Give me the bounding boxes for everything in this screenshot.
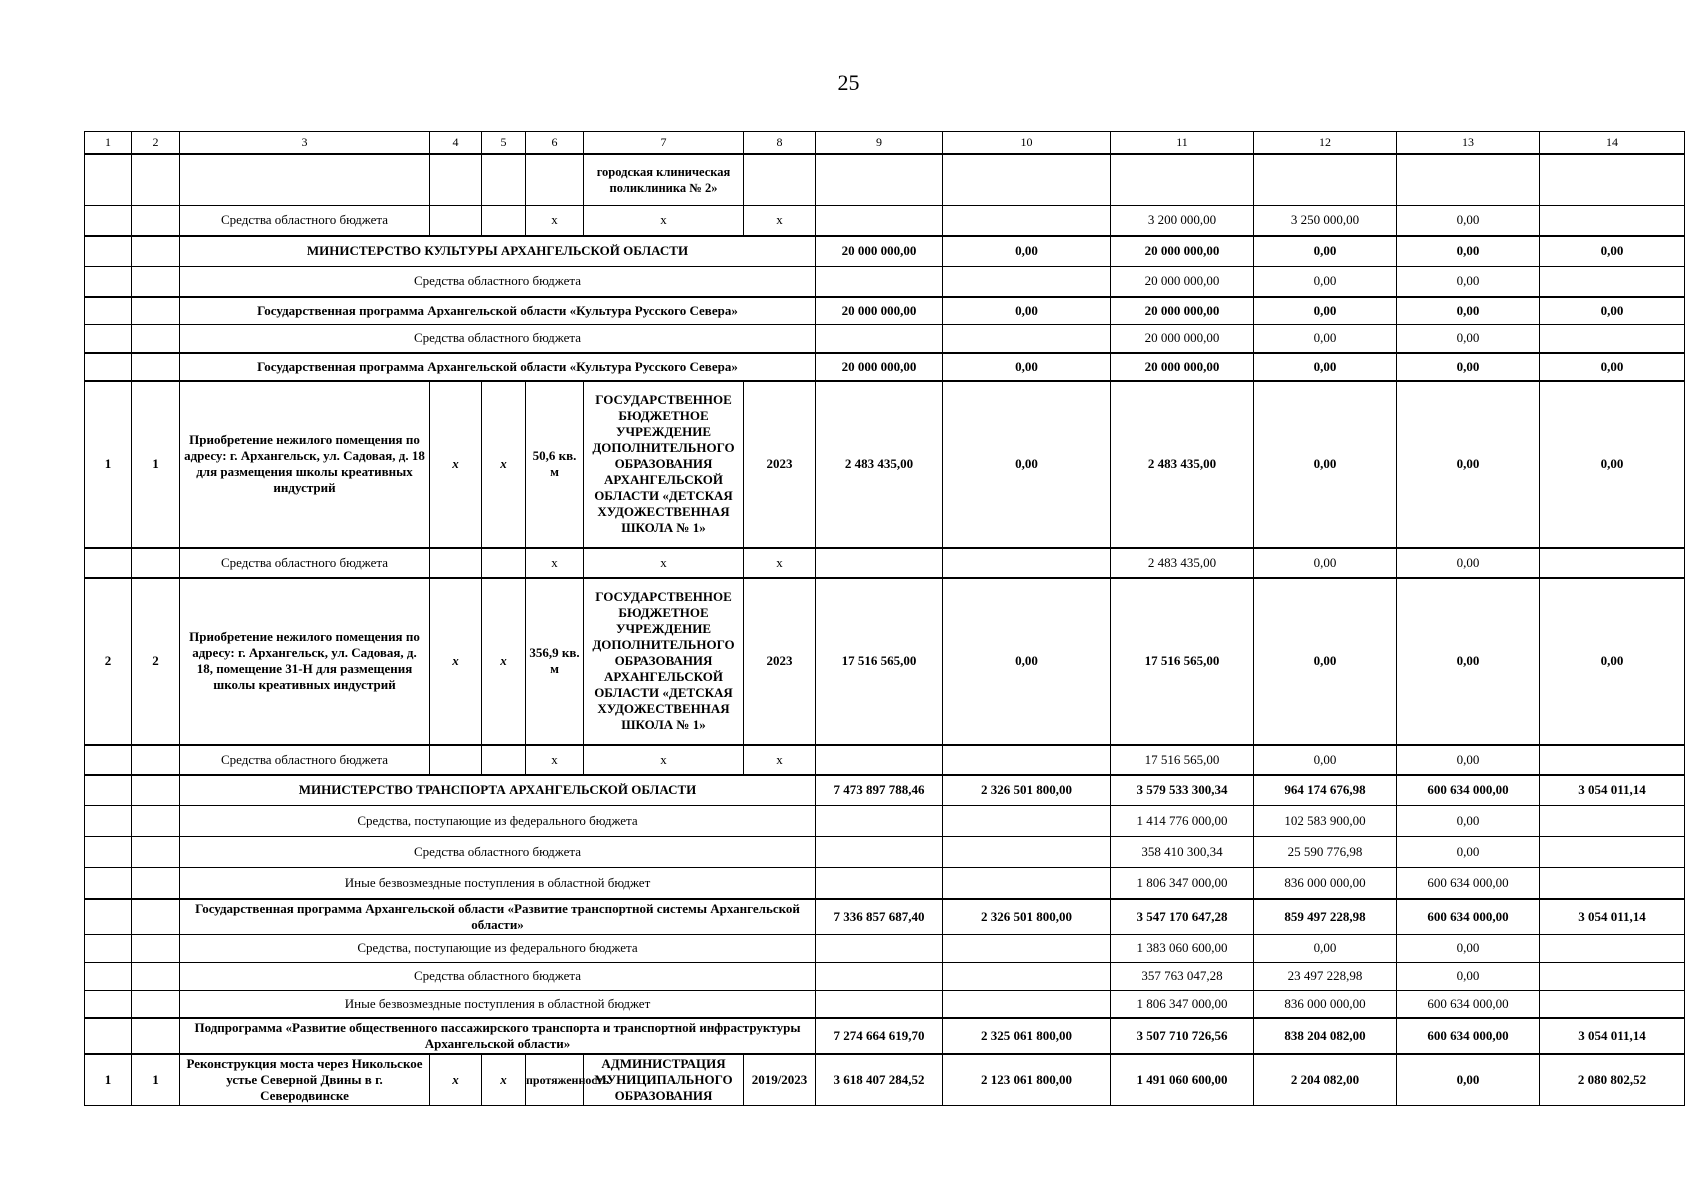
cell: 2 080 802,52 [1540, 1054, 1685, 1106]
cell: 23 497 228,98 [1254, 962, 1397, 990]
cell: 0,00 [1397, 962, 1540, 990]
cell: 0,00 [1397, 236, 1540, 267]
table-row [85, 806, 1685, 837]
cell: 600 634 000,00 [1397, 1018, 1540, 1054]
row-number: 2 [85, 578, 132, 745]
cell: 0,00 [943, 236, 1111, 267]
cell: 3 507 710 726,56 [1111, 1018, 1254, 1054]
cell: 0,00 [1540, 353, 1685, 381]
table-row [85, 745, 1685, 775]
table-row [85, 325, 1685, 353]
cell: 25 590 776,98 [1254, 837, 1397, 868]
cell: 1 806 347 000,00 [1111, 868, 1254, 899]
object-name: Приобретение нежилого помещения по адресу: г. Архангельск, ул. Садовая, д. 18, помещение 31-Н для размещения школы креативных индустрий [180, 578, 430, 745]
cell: x [744, 548, 816, 578]
object-name: Реконструкция моста через Никольское устье Северной Двины в г. Северодвинске [180, 1054, 430, 1106]
cell: 0,00 [1397, 548, 1540, 578]
organization-cell: городская клиническая поликлиника № 2» [584, 154, 744, 206]
program-title: Государственная программа Архангельской области «Развитие транспортной системы Архангельской области» [180, 899, 816, 935]
table-row [85, 353, 1685, 381]
column-number: 8 [744, 132, 816, 154]
cell: 0,00 [1540, 578, 1685, 745]
column-number: 13 [1397, 132, 1540, 154]
funding-source-label: Средства областного бюджета [180, 745, 430, 775]
cell: 20 000 000,00 [816, 353, 943, 381]
cell: 20 000 000,00 [1111, 325, 1254, 353]
budget-table [84, 131, 1685, 1106]
cell: 358 410 300,34 [1111, 837, 1254, 868]
table-row [85, 236, 1685, 267]
cell: 0,00 [943, 578, 1111, 745]
cell: 0,00 [1397, 1054, 1540, 1106]
table-row [85, 899, 1685, 935]
cell: 0,00 [1254, 578, 1397, 745]
cell: x [584, 206, 744, 236]
cell: 20 000 000,00 [816, 236, 943, 267]
cell: 2 325 061 800,00 [943, 1018, 1111, 1054]
column-number: 11 [1111, 132, 1254, 154]
cell: 2 483 435,00 [1111, 548, 1254, 578]
section-title: МИНИСТЕРСТВО КУЛЬТУРЫ АРХАНГЕЛЬСКОЙ ОБЛАСТИ [180, 236, 816, 267]
cell: 600 634 000,00 [1397, 868, 1540, 899]
column-number: 4 [430, 132, 482, 154]
cell: 1 491 060 600,00 [1111, 1054, 1254, 1106]
cell: 0,00 [1540, 297, 1685, 325]
cell: 0,00 [1254, 297, 1397, 325]
table-row [85, 297, 1685, 325]
cell: 1 414 776 000,00 [1111, 806, 1254, 837]
funding-source-label: Средства областного бюджета [180, 325, 816, 353]
funding-source-label: Средства областного бюджета [180, 548, 430, 578]
cell: 836 000 000,00 [1254, 868, 1397, 899]
table-row [85, 1018, 1685, 1054]
row-number: 1 [85, 381, 132, 548]
cell: 0,00 [1254, 325, 1397, 353]
cell: 0,00 [1254, 548, 1397, 578]
cell: 0,00 [1397, 353, 1540, 381]
funding-source-label: Средства, поступающие из федерального бюджета [180, 934, 816, 962]
table-row [85, 962, 1685, 990]
cell: 20 000 000,00 [1111, 236, 1254, 267]
row-number: 1 [132, 381, 180, 548]
row-number: 2 [132, 578, 180, 745]
cell: 7 473 897 788,46 [816, 775, 943, 806]
cell: 600 634 000,00 [1397, 775, 1540, 806]
column-number-row [85, 132, 1685, 154]
cell: 0,00 [1397, 325, 1540, 353]
cell: 600 634 000,00 [1397, 899, 1540, 935]
funding-source-label: Средства областного бюджета [180, 206, 430, 236]
cell: 20 000 000,00 [1111, 297, 1254, 325]
table-row [85, 775, 1685, 806]
cell: x [482, 381, 526, 548]
cell: 0,00 [1397, 206, 1540, 236]
program-title: Государственная программа Архангельской области «Культура Русского Севера» [180, 297, 816, 325]
cell: 0,00 [1540, 381, 1685, 548]
cell: 2 326 501 800,00 [943, 775, 1111, 806]
column-number: 1 [85, 132, 132, 154]
cell: 0,00 [1254, 236, 1397, 267]
organization-cell: ГОСУДАРСТВЕННОЕ БЮДЖЕТНОЕ УЧРЕЖДЕНИЕ ДОПОЛНИТЕЛЬНОГО ОБРАЗОВАНИЯ АРХАНГЕЛЬСКОЙ ОБЛАСТИ «ДЕТСКАЯ ХУДОЖЕСТВЕННАЯ ШКОЛА № 1» [584, 381, 744, 548]
table-row [85, 154, 1685, 206]
cell: 0,00 [1397, 381, 1540, 548]
program-title: Государственная программа Архангельской области «Культура Русского Севера» [180, 353, 816, 381]
table-row [85, 578, 1685, 745]
program-title: Подпрограмма «Развитие общественного пассажирского транспорта и транспортной инфраструктуры Архангельской области» [180, 1018, 816, 1054]
cell: 7 274 664 619,70 [816, 1018, 943, 1054]
table-row [85, 267, 1685, 297]
row-number: 1 [132, 1054, 180, 1106]
cell: x [430, 1054, 482, 1106]
cell: 859 497 228,98 [1254, 899, 1397, 935]
cell: x [430, 578, 482, 745]
table-row [85, 1054, 1685, 1106]
cell: x [482, 1054, 526, 1106]
capacity-cell: 50,6 кв. м [526, 381, 584, 548]
table-row [85, 868, 1685, 899]
year-cell: 2023 [744, 381, 816, 548]
cell: 2 326 501 800,00 [943, 899, 1111, 935]
capacity-cell: 356,9 кв. м [526, 578, 584, 745]
cell: 17 516 565,00 [1111, 578, 1254, 745]
cell: x [744, 745, 816, 775]
cell: 838 204 082,00 [1254, 1018, 1397, 1054]
cell: 2 204 082,00 [1254, 1054, 1397, 1106]
cell: 3 579 533 300,34 [1111, 775, 1254, 806]
cell: 3 250 000,00 [1254, 206, 1397, 236]
cell: 0,00 [1397, 806, 1540, 837]
column-number: 5 [482, 132, 526, 154]
cell: 17 516 565,00 [816, 578, 943, 745]
cell: 2 483 435,00 [1111, 381, 1254, 548]
cell: x [584, 548, 744, 578]
year-cell: 2023 [744, 578, 816, 745]
organization-cell: АДМИНИСТРАЦИЯ МУНИЦИПАЛЬНОГО ОБРАЗОВАНИЯ [584, 1054, 744, 1106]
cell: 17 516 565,00 [1111, 745, 1254, 775]
cell: 0,00 [943, 297, 1111, 325]
cell: 3 547 170 647,28 [1111, 899, 1254, 935]
cell: 3 200 000,00 [1111, 206, 1254, 236]
column-number: 3 [180, 132, 430, 154]
table-row [85, 934, 1685, 962]
table-row [85, 548, 1685, 578]
column-number: 6 [526, 132, 584, 154]
cell: 0,00 [1254, 267, 1397, 297]
cell: 0,00 [1254, 934, 1397, 962]
page-number: 25 [837, 70, 860, 95]
cell: 0,00 [1397, 837, 1540, 868]
cell: 1 383 060 600,00 [1111, 934, 1254, 962]
object-name: Приобретение нежилого помещения по адресу: г. Архангельск, ул. Садовая, д. 18 для размещения школы креативных индустрий [180, 381, 430, 548]
funding-source-label: Средства областного бюджета [180, 267, 816, 297]
cell: 3 618 407 284,52 [816, 1054, 943, 1106]
cell: 3 054 011,14 [1540, 775, 1685, 806]
funding-source-label: Иные безвозмездные поступления в областной бюджет [180, 868, 816, 899]
cell: 0,00 [1397, 267, 1540, 297]
row-number: 1 [85, 1054, 132, 1106]
cell: x [744, 206, 816, 236]
column-number: 14 [1540, 132, 1685, 154]
cell: x [526, 745, 584, 775]
cell: 0,00 [1540, 236, 1685, 267]
table-row [85, 990, 1685, 1018]
cell: 0,00 [1254, 745, 1397, 775]
cell: 0,00 [1397, 578, 1540, 745]
cell: 3 054 011,14 [1540, 899, 1685, 935]
cell: 0,00 [1254, 381, 1397, 548]
section-title: МИНИСТЕРСТВО ТРАНСПОРТА АРХАНГЕЛЬСКОЙ ОБЛАСТИ [180, 775, 816, 806]
funding-source-label: Иные безвозмездные поступления в областной бюджет [180, 990, 816, 1018]
column-number: 9 [816, 132, 943, 154]
cell: 964 174 676,98 [1254, 775, 1397, 806]
table-row [85, 206, 1685, 236]
column-number: 2 [132, 132, 180, 154]
cell: 102 583 900,00 [1254, 806, 1397, 837]
cell: 836 000 000,00 [1254, 990, 1397, 1018]
capacity-cell: протяженность [526, 1054, 584, 1106]
cell: 600 634 000,00 [1397, 990, 1540, 1018]
cell: 20 000 000,00 [1111, 267, 1254, 297]
cell: 0,00 [1397, 934, 1540, 962]
funding-source-label: Средства областного бюджета [180, 962, 816, 990]
cell: 357 763 047,28 [1111, 962, 1254, 990]
cell: 1 806 347 000,00 [1111, 990, 1254, 1018]
cell: x [526, 206, 584, 236]
column-number: 12 [1254, 132, 1397, 154]
cell: x [584, 745, 744, 775]
cell: 0,00 [1397, 297, 1540, 325]
cell: 0,00 [943, 353, 1111, 381]
cell: 3 054 011,14 [1540, 1018, 1685, 1054]
column-number: 10 [943, 132, 1111, 154]
cell: 0,00 [1397, 745, 1540, 775]
cell: 2 483 435,00 [816, 381, 943, 548]
cell: 2 123 061 800,00 [943, 1054, 1111, 1106]
cell: 7 336 857 687,40 [816, 899, 943, 935]
cell: x [482, 578, 526, 745]
year-cell: 2019/2023 [744, 1054, 816, 1106]
table-row [85, 837, 1685, 868]
cell: 0,00 [943, 381, 1111, 548]
column-number: 7 [584, 132, 744, 154]
cell: 20 000 000,00 [1111, 353, 1254, 381]
table-row [85, 381, 1685, 548]
cell: 0,00 [1254, 353, 1397, 381]
cell: 20 000 000,00 [816, 297, 943, 325]
cell: x [526, 548, 584, 578]
funding-source-label: Средства областного бюджета [180, 837, 816, 868]
cell: x [430, 381, 482, 548]
organization-cell: ГОСУДАРСТВЕННОЕ БЮДЖЕТНОЕ УЧРЕЖДЕНИЕ ДОПОЛНИТЕЛЬНОГО ОБРАЗОВАНИЯ АРХАНГЕЛЬСКОЙ ОБЛАСТИ «ДЕТСКАЯ ХУДОЖЕСТВЕННАЯ ШКОЛА № 1» [584, 578, 744, 745]
funding-source-label: Средства, поступающие из федерального бюджета [180, 806, 816, 837]
